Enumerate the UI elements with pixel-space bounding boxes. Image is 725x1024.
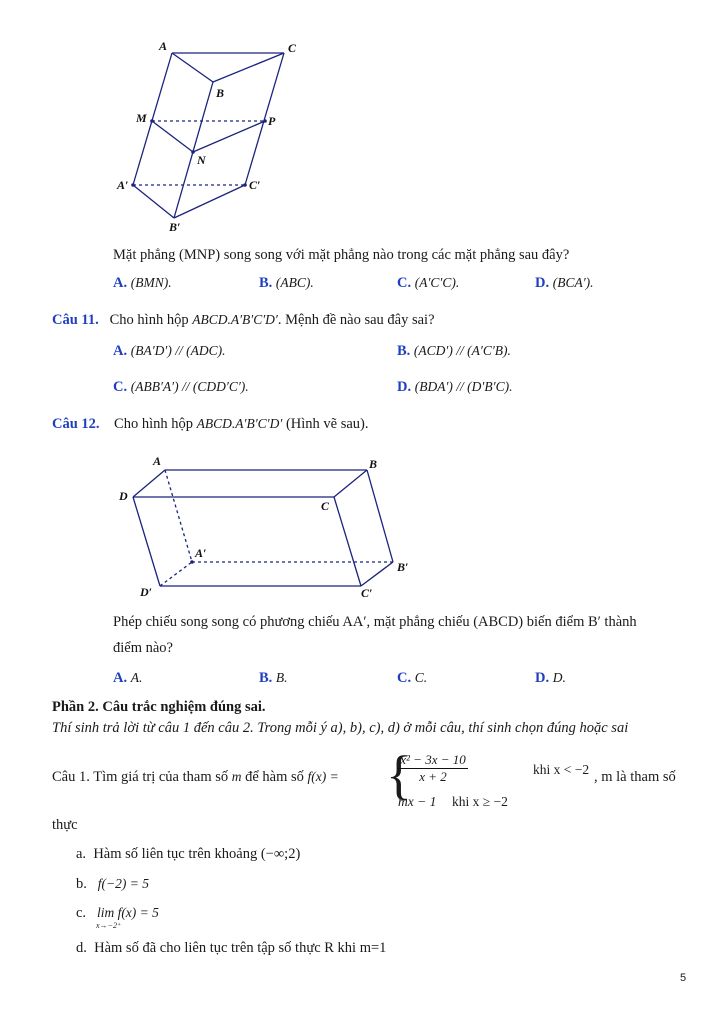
- q11-option-d[interactable]: [397, 379, 512, 396]
- fig2-label-C: C: [321, 499, 330, 513]
- figure-parallelepiped: [110, 450, 420, 605]
- option-text: C.: [414, 670, 428, 685]
- q10-option-a[interactable]: [113, 275, 172, 292]
- option-label: B.: [397, 343, 411, 359]
- item-text: Hàm số đã cho liên tục trên tập số thực R khi m=1: [94, 940, 387, 956]
- piecewise-case2-expr: mx − 1: [398, 794, 437, 809]
- option-label: D.: [397, 379, 412, 395]
- q10-option-d[interactable]: [535, 275, 594, 292]
- q10-option-c[interactable]: [397, 275, 459, 292]
- option-text: (ABB′A′) // (CDD′C′).: [130, 379, 249, 394]
- q11-option-a[interactable]: [113, 343, 226, 360]
- piecewise-case1-condition: khi x < −2: [533, 762, 590, 777]
- fig2-label-A-prime: A′: [195, 546, 207, 560]
- option-text: (BCA′).: [552, 275, 594, 290]
- p2q1-item-c[interactable]: [76, 905, 159, 922]
- q11-stem: [52, 312, 435, 329]
- item-label: c.: [76, 905, 87, 921]
- p2q1-text-wrap: thực: [52, 817, 78, 833]
- option-text: (ABC).: [275, 275, 314, 290]
- fig1-label-B: B: [216, 86, 225, 100]
- p2q1-param: m: [231, 769, 242, 784]
- fig2-label-B-prime: B′: [397, 560, 409, 574]
- case1-numerator: x² − 3x − 10: [398, 752, 468, 769]
- part2-instruction: Thí sinh trả lời từ câu 1 đến câu 2. Trong mỗi ý a), b), c), d) ở mỗi câu, thí sinh chọn đúng hoặc sai: [52, 720, 629, 736]
- q12-option-d[interactable]: [535, 670, 566, 687]
- option-label: C.: [113, 379, 128, 395]
- option-label: C.: [397, 275, 412, 291]
- fig2-label-B: B: [369, 457, 378, 471]
- fig1-label-M: M: [136, 111, 147, 125]
- fig1-label-A-prime: A′: [117, 178, 129, 192]
- fig2-label-C-prime: C′: [361, 586, 373, 600]
- q10-option-b[interactable]: [259, 275, 314, 292]
- item-text: Hàm số liên tục trên khoảng (−∞;2): [93, 846, 301, 862]
- page-number: 5: [680, 972, 687, 984]
- p2q1-text-mid: để hàm số: [245, 769, 304, 785]
- part2-title: Phần 2. Câu trắc nghiệm đúng sai.: [52, 699, 266, 715]
- fig1-label-C: C: [288, 41, 297, 55]
- q11-suffix: . Mệnh đề nào sau đây sai?: [277, 312, 435, 328]
- question-number: Câu 12.: [52, 416, 100, 432]
- p2q1-text-after: , m là tham số: [594, 769, 676, 785]
- fig1-label-C-prime: C′: [249, 178, 261, 192]
- p2q1-text-before: Câu 1. Tìm giá trị của tham số: [52, 769, 229, 785]
- option-label: C.: [397, 670, 412, 686]
- option-text: (ACD′) // (A′C′B).: [413, 343, 511, 358]
- piecewise-brace: {: [386, 745, 412, 805]
- fig1-label-N: N: [197, 153, 206, 167]
- item-text: lim f(x) = 5: [96, 905, 159, 920]
- option-label: A.: [113, 275, 128, 291]
- p2q1-stem: [52, 769, 339, 786]
- option-text: B.: [275, 670, 288, 685]
- q12-prefix: Cho hình hộp: [114, 416, 193, 432]
- figure-prism: [110, 35, 300, 235]
- q12-stem-line1: Phép chiếu song song có phương chiếu AA′, mặt phẳng chiếu (ABCD) biến điểm B′ thành: [113, 614, 637, 630]
- fig1-label-B-prime: B′: [169, 220, 181, 234]
- option-label: B.: [259, 670, 273, 686]
- p2q1-item-b[interactable]: [76, 876, 149, 893]
- case1-denominator: x + 2: [419, 769, 447, 784]
- lim-subscript: x→−2⁺: [96, 921, 122, 930]
- fig1-label-A: A: [159, 39, 168, 53]
- q11-math: ABCD.A′B′C′D′: [192, 312, 278, 327]
- q11-option-c[interactable]: [113, 379, 249, 396]
- item-label: b.: [76, 876, 87, 892]
- fig2-label-D: D: [119, 489, 128, 503]
- q12-math: ABCD.A′B′C′D′: [196, 416, 283, 431]
- q11-prefix: Cho hình hộp: [109, 312, 189, 328]
- q12-suffix: (Hình vẽ sau).: [285, 416, 369, 432]
- piecewise-case1-fraction: [398, 752, 468, 785]
- q11-option-b[interactable]: [397, 343, 511, 360]
- p2q1-func: f(x) =: [307, 769, 339, 784]
- option-text: A.: [130, 670, 143, 685]
- q12-option-b[interactable]: [259, 670, 288, 687]
- q12-stem: [52, 416, 368, 433]
- option-label: A.: [113, 670, 128, 686]
- option-text: (BMN).: [130, 275, 172, 290]
- fig2-label-D-prime: D′: [140, 585, 153, 599]
- option-text: (BA′D′) // (ADC).: [130, 343, 226, 358]
- q10-stem: Mặt phẳng (MNP) song song với mặt phẳng nào trong các mặt phẳng sau đây?: [113, 247, 570, 263]
- p2q1-item-d[interactable]: [76, 940, 386, 957]
- item-label: a.: [76, 846, 87, 862]
- option-text: D.: [552, 670, 566, 685]
- q12-stem-line2: điểm nào?: [113, 640, 173, 656]
- option-label: D.: [535, 275, 550, 291]
- option-text: (A′C′C).: [414, 275, 460, 290]
- fig2-label-A: A: [153, 454, 162, 468]
- fig1-label-P: P: [268, 114, 276, 128]
- option-text: (BDA′) // (D′B′C).: [414, 379, 513, 394]
- question-number: Câu 11.: [52, 312, 99, 328]
- piecewise-case2-condition: khi x ≥ −2: [452, 794, 508, 809]
- item-label: d.: [76, 940, 87, 956]
- option-label: B.: [259, 275, 273, 291]
- item-text: f(−2) = 5: [97, 876, 149, 891]
- option-label: A.: [113, 343, 128, 359]
- q12-option-a[interactable]: [113, 670, 142, 687]
- option-label: D.: [535, 670, 550, 686]
- p2q1-item-a[interactable]: [76, 846, 300, 863]
- q12-option-c[interactable]: [397, 670, 427, 687]
